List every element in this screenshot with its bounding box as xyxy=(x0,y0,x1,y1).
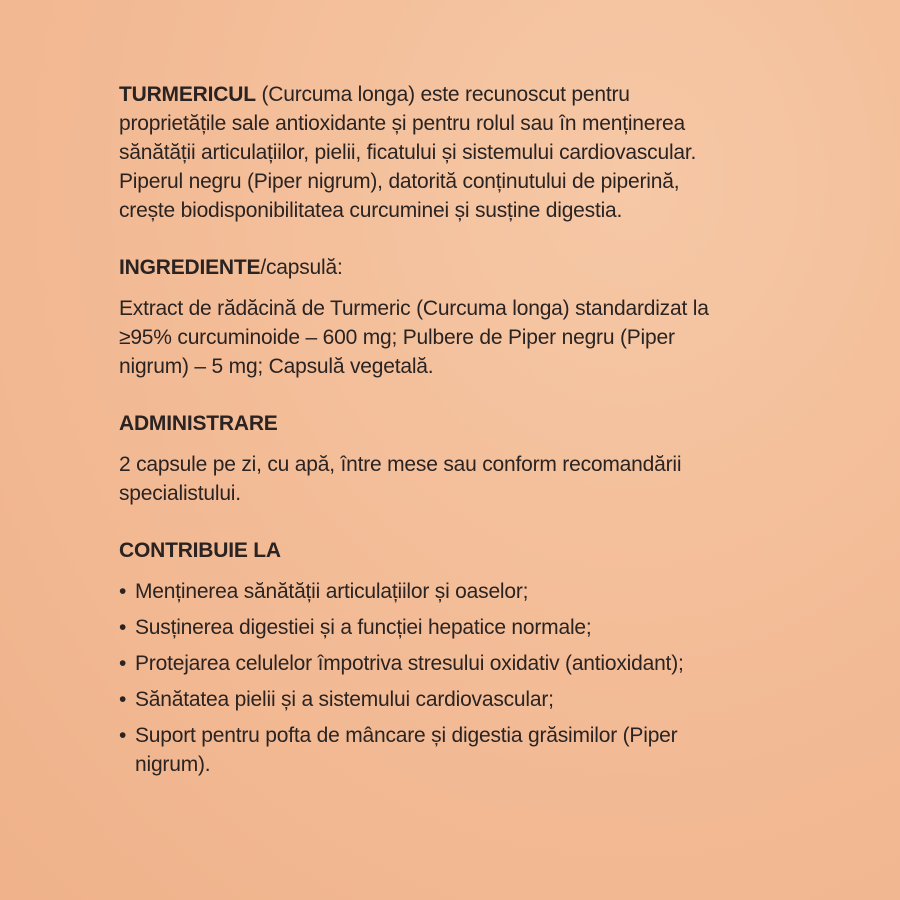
list-item-text: Protejarea celulelor împotriva stresului oxidativ (antioxidant); xyxy=(135,652,684,675)
bullet-icon: • xyxy=(119,652,127,675)
intro-section xyxy=(119,80,739,225)
administration-text: 2 capsule pe zi, cu apă, între mese sau conform recomandării specialistului. xyxy=(119,453,682,505)
benefits-list xyxy=(119,577,739,779)
product-info xyxy=(119,80,739,807)
intro-text: (Curcuma longa) este recunoscut pentru proprietățile sale antioxidante și pentru rolul sau în menținerea sănătății articulațiilor, pielii, ficatului și sistemului cardiovascular. Piperul negru (Piper nigrum), datorită conținutului de piperină, crește biodisponibilitatea curcuminei și susține digestia. xyxy=(119,83,697,222)
list-item xyxy=(119,649,739,678)
bullet-icon: • xyxy=(119,724,127,747)
list-item-text: Susținerea digestiei și a funcției hepatice normale; xyxy=(135,616,592,639)
list-item xyxy=(119,613,739,642)
list-item-text: Suport pentru pofta de mâncare și digestia grăsimilor (Piper nigrum). xyxy=(135,724,678,776)
benefits-heading: CONTRIBUIE LA xyxy=(119,539,281,562)
intro-lead: TURMERICUL xyxy=(119,83,256,106)
administration-section xyxy=(119,409,739,508)
list-item-text: Sănătatea pielii și a sistemului cardiovascular; xyxy=(135,688,554,711)
bullet-icon: • xyxy=(119,616,127,639)
ingredients-heading: INGREDIENTE xyxy=(119,256,261,279)
bullet-icon: • xyxy=(119,688,127,711)
ingredients-heading-suffix: /capsulă: xyxy=(260,256,343,279)
ingredients-heading-line xyxy=(119,253,739,282)
list-item xyxy=(119,721,739,779)
list-item-text: Menținerea sănătății articulațiilor și oaselor; xyxy=(135,580,529,603)
list-item xyxy=(119,577,739,606)
ingredients-text: Extract de rădăcină de Turmeric (Curcuma longa) standardizat la ≥95% curcuminoide – 600 mg; Pulbere de Piper negru (Piper nigrum) – 5 mg; Capsulă vegetală. xyxy=(119,297,709,378)
benefits-section xyxy=(119,536,739,779)
bullet-icon: • xyxy=(119,580,127,603)
ingredients-section xyxy=(119,253,739,381)
administration-heading: ADMINISTRARE xyxy=(119,412,278,435)
list-item xyxy=(119,685,739,714)
intro-paragraph xyxy=(119,80,739,225)
